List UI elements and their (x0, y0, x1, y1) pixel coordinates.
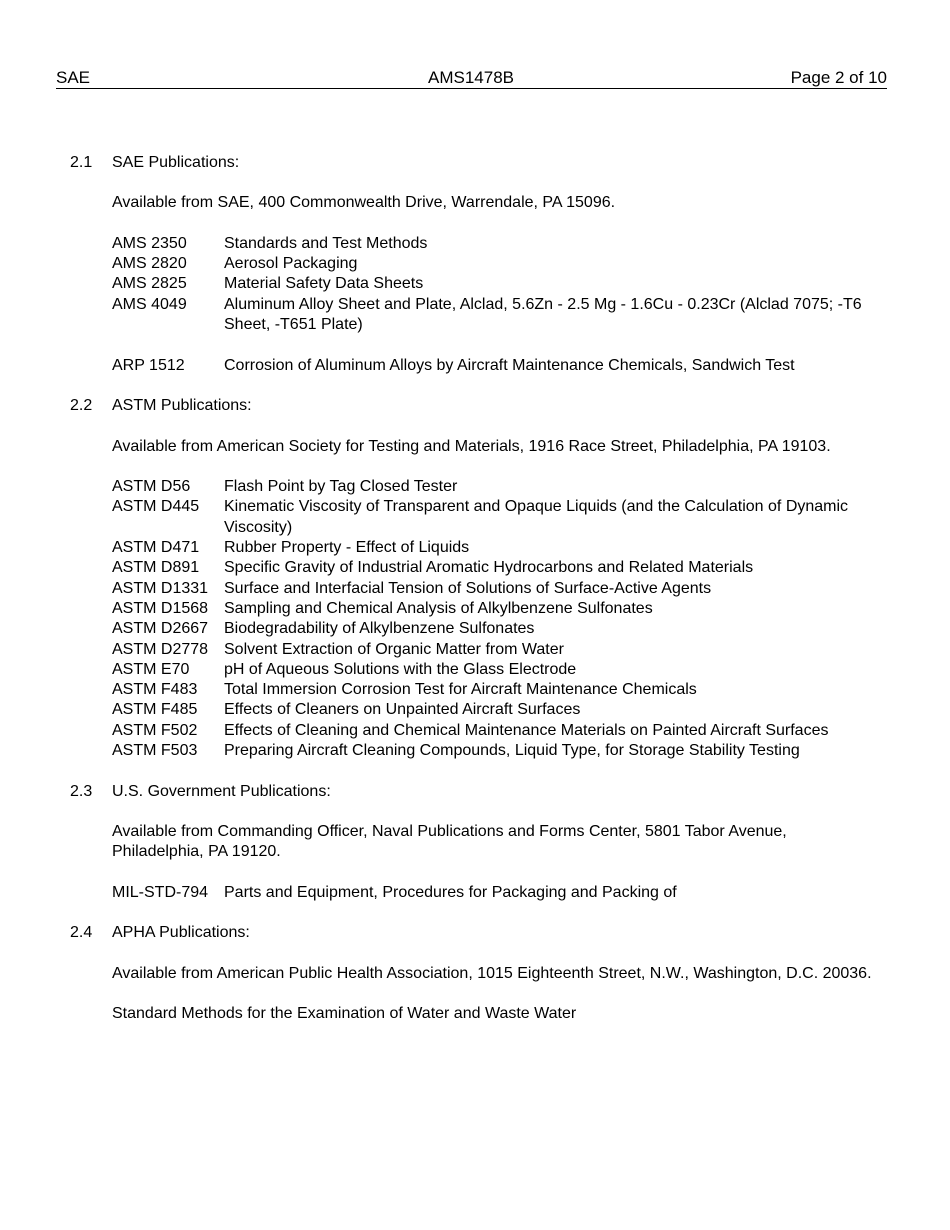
reference-code: ASTM F485 (112, 701, 198, 719)
reference-code: AMS 2820 (112, 255, 187, 273)
header-doc-number: AMS1478B (428, 68, 514, 87)
reference-row (112, 640, 892, 660)
reference-title: Kinematic Viscosity of Transparent and Opaque Liquids (and the Calculation of Dynamic Viscosity) (224, 498, 849, 536)
reference-row (112, 558, 892, 578)
reference-title: Material Safety Data Sheets (224, 275, 424, 293)
reference-title: Specific Gravity of Industrial Aromatic Hydrocarbons and Related Materials (224, 559, 754, 577)
reference-title: Total Immersion Corrosion Test for Aircraft Maintenance Chemicals (224, 681, 697, 699)
section-heading (0, 153, 950, 173)
availability-text: Available from American Society for Testing and Materials, 1916 Race Street, Philadelphia, PA 19103. (112, 437, 831, 455)
page-header (56, 68, 887, 89)
reference-title: Surface and Interfacial Tension of Solutions of Surface-Active Agents (224, 579, 712, 597)
header-org: SAE (56, 68, 91, 87)
reference-title: Standards and Test Methods (224, 234, 428, 252)
reference-row (112, 477, 892, 497)
header-page-number: Page 2 of 10 (790, 68, 887, 87)
reference-row (112, 579, 892, 599)
section-number: 2.4 (70, 924, 93, 942)
reference-code: AMS 2350 (112, 234, 187, 252)
availability-text: Available from Commanding Officer, Naval Publications and Forms Center, 5801 Tabor Avenue, Philadelphia, PA 19120. (112, 822, 787, 861)
reference-row (112, 660, 892, 680)
availability-text: Available from SAE, 400 Commonwealth Drive, Warrendale, PA 15096. (112, 194, 616, 212)
reference-title: pH of Aqueous Solutions with the Glass Electrode (224, 660, 577, 678)
section-us-government-publications (0, 782, 950, 903)
reference-code: ASTM D2667 (112, 620, 209, 638)
reference-row (112, 741, 892, 761)
reference-code: ASTM F483 (112, 681, 198, 699)
reference-list (112, 883, 892, 903)
reference-title: Corrosion of Aluminum Alloys by Aircraft Maintenance Chemicals, Sandwich Test (224, 356, 795, 374)
reference-code: ASTM D56 (112, 478, 191, 496)
reference-code: ASTM D1568 (112, 599, 209, 617)
reference-row (112, 599, 892, 619)
section-number: 2.1 (70, 154, 93, 171)
reference-title: Aerosol Packaging (224, 255, 358, 273)
document-body (0, 153, 950, 1025)
reference-title: Parts and Equipment, Procedures for Packaging and Packing of (224, 883, 677, 901)
section-heading (0, 396, 950, 416)
section-heading (0, 923, 950, 943)
reference-title: Rubber Property - Effect of Liquids (224, 539, 470, 557)
section-number: 2.2 (70, 397, 93, 415)
reference-title: Aluminum Alloy Sheet and Plate, Alclad, 5.6Zn - 2.5 Mg - 1.6Cu - 0.23Cr (Alclad 7075; -T6 Sheet, -T651 Plate) (224, 295, 862, 334)
reference-list (112, 234, 892, 335)
section-heading (0, 782, 950, 802)
reference-code: ASTM D445 (112, 498, 200, 516)
section-sae-publications (0, 153, 950, 376)
reference-list (112, 477, 892, 761)
standalone-reference: Standard Methods for the Examination of Water and Waste Water (112, 1005, 577, 1023)
reference-code: ASTM D1331 (112, 579, 209, 597)
reference-code: ARP 1512 (112, 356, 185, 374)
reference-row (112, 700, 892, 720)
reference-row (112, 497, 892, 538)
reference-row (112, 680, 892, 700)
section-title: ASTM Publications: (112, 397, 252, 415)
reference-title: Biodegradability of Alkylbenzene Sulfonates (224, 620, 535, 638)
reference-code: ASTM D891 (112, 559, 200, 577)
reference-row (112, 619, 892, 639)
reference-row (112, 356, 892, 376)
reference-title: Solvent Extraction of Organic Matter from Water (224, 640, 564, 658)
section-apha-publications (0, 923, 950, 1024)
section-astm-publications (0, 396, 950, 761)
reference-code: MIL-STD-794 (112, 883, 209, 901)
reference-title: Effects of Cleaning and Chemical Maintenance Materials on Painted Aircraft Surfaces (224, 721, 829, 739)
reference-row (112, 538, 892, 558)
reference-code: ASTM D471 (112, 539, 200, 557)
reference-row (112, 721, 892, 741)
reference-row (112, 234, 892, 254)
reference-code: ASTM F503 (112, 742, 198, 760)
reference-row (112, 274, 892, 294)
reference-row (112, 883, 892, 903)
reference-title: Preparing Aircraft Cleaning Compounds, Liquid Type, for Storage Stability Testing (224, 742, 800, 760)
section-number: 2.3 (70, 782, 93, 800)
reference-list (112, 356, 892, 376)
availability-text: Available from American Public Health Association, 1015 Eighteenth Street, N.W., Washington, D.C. 20036. (112, 964, 872, 982)
reference-row (112, 295, 892, 336)
section-title: SAE Publications: (112, 154, 240, 171)
reference-title: Sampling and Chemical Analysis of Alkylbenzene Sulfonates (224, 599, 653, 617)
section-title: U.S. Government Publications: (112, 782, 331, 800)
reference-title: Flash Point by Tag Closed Tester (224, 478, 458, 496)
section-title: APHA Publications: (112, 924, 250, 942)
reference-code: AMS 4049 (112, 295, 187, 313)
reference-code: ASTM E70 (112, 660, 190, 678)
reference-code: ASTM F502 (112, 721, 198, 739)
reference-code: AMS 2825 (112, 275, 187, 293)
reference-row (112, 254, 892, 274)
reference-title: Effects of Cleaners on Unpainted Aircraft Surfaces (224, 701, 581, 719)
reference-code: ASTM D2778 (112, 640, 209, 658)
